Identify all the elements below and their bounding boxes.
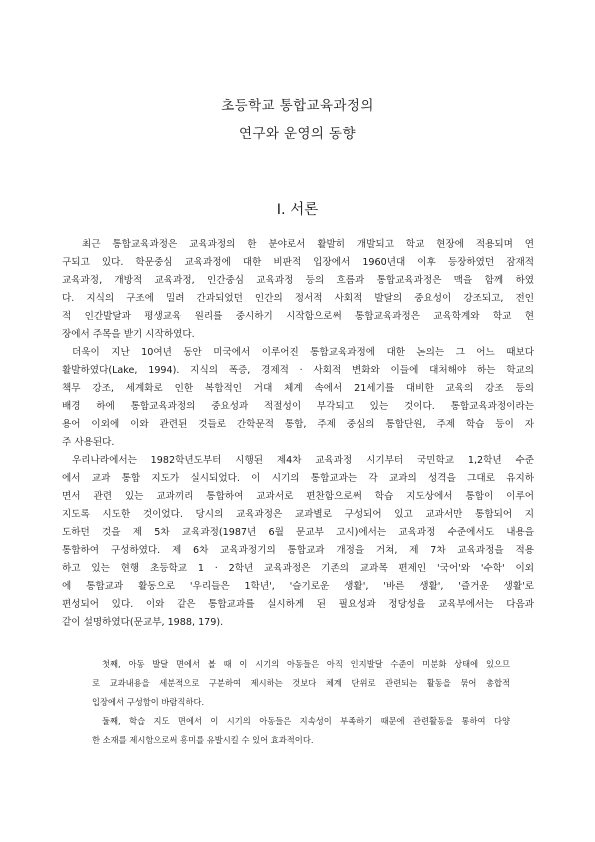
body-line: 우리나라에서는 1982학년도부터 시행된 제4차 교육과정 시기부터 국민학교 1,2학년 수준 [72,455,534,466]
title-line-2: 연구와 운영의 동향 [239,126,356,142]
note-line: 둘째, 학습 지도 면에서 이 시기의 아동들은 지속성이 부족하기 때문에 관련활동을 통하여 다양 [102,716,510,726]
body-line: 다. 지식의 구조에 밀려 간과되었던 인간의 정서적 사회적 발달의 중요성이 강조되고, 전인 [62,293,534,304]
body-line: 용어 이외에 이와 관련된 것들로 간학문적 통합, 주제 중심의 통합단원, 주제 학습 등이 자 [62,419,534,430]
body-line: 면서 관련 있는 교과끼리 통합하여 교과서로 편찬함으로써 학습 지도상에서 통합이 이루어 [62,491,534,502]
body-line: 교육과정, 개방적 교육과정, 인간중심 교육과정 등의 흐름과 통합교육과정은 맥을 함께 하였 [62,275,534,286]
body-line: 편성되어 있다. 이와 같은 통합교과를 실시하게 된 필요성과 정당성을 교육부에서는 다음과 [62,599,534,610]
body-line: 같이 설명하였다(문교부, 1988, 179). [62,617,224,628]
body-line: 활발하였다(Lake, 1994). 지식의 폭증, 경제적 · 사회적 변화와 이들에 대처해야 하는 학교의 [62,365,534,376]
note-line: 입장에서 구성함이 바람직하다. [92,697,205,707]
title-line-1: 초등학교 통합교육과정의 [221,98,374,114]
body-line: 지도록 시도한 것이었다. 당시의 교육과정은 교과별로 구성되어 있고 교과서만 통합되어 지 [62,509,534,520]
section-heading: Ⅰ. 서론 [276,202,319,218]
body-line: 도하던 것을 제 5차 교육과정(1987년 6월 문교부 고시)에서는 교육과정 수준에서도 내용을 [62,527,534,538]
body-line: 주 사용된다. [62,437,115,448]
note-line: 로 교과내용을 세분적으로 구분하여 제시하는 것보다 체계 단위로 관련되는 활동을 묶어 총합적 [92,678,510,688]
body-line: 에서 교과 통합 지도가 실시되었다. 이 시기의 통합교과는 각 교과의 성격을 그대로 유지하 [62,473,534,484]
note-line: 첫째, 아동 발달 면에서 볼 때 이 시기의 아동들은 아직 인지발달 수준이 미분화 상태에 있으므 [102,659,510,669]
body-line: 더욱이 지난 10여년 동안 미국에서 이루어진 통합교육과정에 대한 논의는 그 어느 때보다 [72,347,534,358]
body-line: 최근 통합교육과정은 교육과정의 한 분야로서 활발히 개발되고 학교 현장에 적용되며 연 [82,239,534,250]
body-line: 통합하여 구성하였다. 제 6차 교육과정기의 통합교과 개정을 거쳐, 제 7차 교육과정을 적용 [62,545,534,556]
body-line: 책무 강조, 세계화로 인한 복합적인 거대 체계 속에서 21세기를 대비한 교육의 강조 등의 [62,383,534,394]
note-line: 한 소재를 제시함으로써 흥미를 유발시킬 수 있어 효과적이다. [92,735,314,745]
body-line: 구되고 있다. 학문중심 교육과정에 대한 비판적 입장에서 1960년대 이후 등장하였던 잠재적 [62,257,534,268]
body-line: 배경 하에 통합교육과정의 중요성과 적절성이 부각되고 있는 것이다. 통합교육과정이라는 [62,401,534,412]
body-line: 적 인간발달과 평생교육 원리를 중시하기 시작함으로써 통합교육과정은 교육학계와 학교 현 [62,311,534,322]
body-line: 하고 있는 현행 초등학교 1 · 2학년 교육과정은 기존의 교과목 편제인 '국어'와 '수학' 이외 [62,563,534,574]
body-line: 에 통합교과 활동으로 '우리들은 1학년', '슬기로운 생활', '바른 생활', '즐거운 생활'로 [62,581,534,592]
body-line: 장에서 주목을 받기 시작하였다. [62,329,195,340]
